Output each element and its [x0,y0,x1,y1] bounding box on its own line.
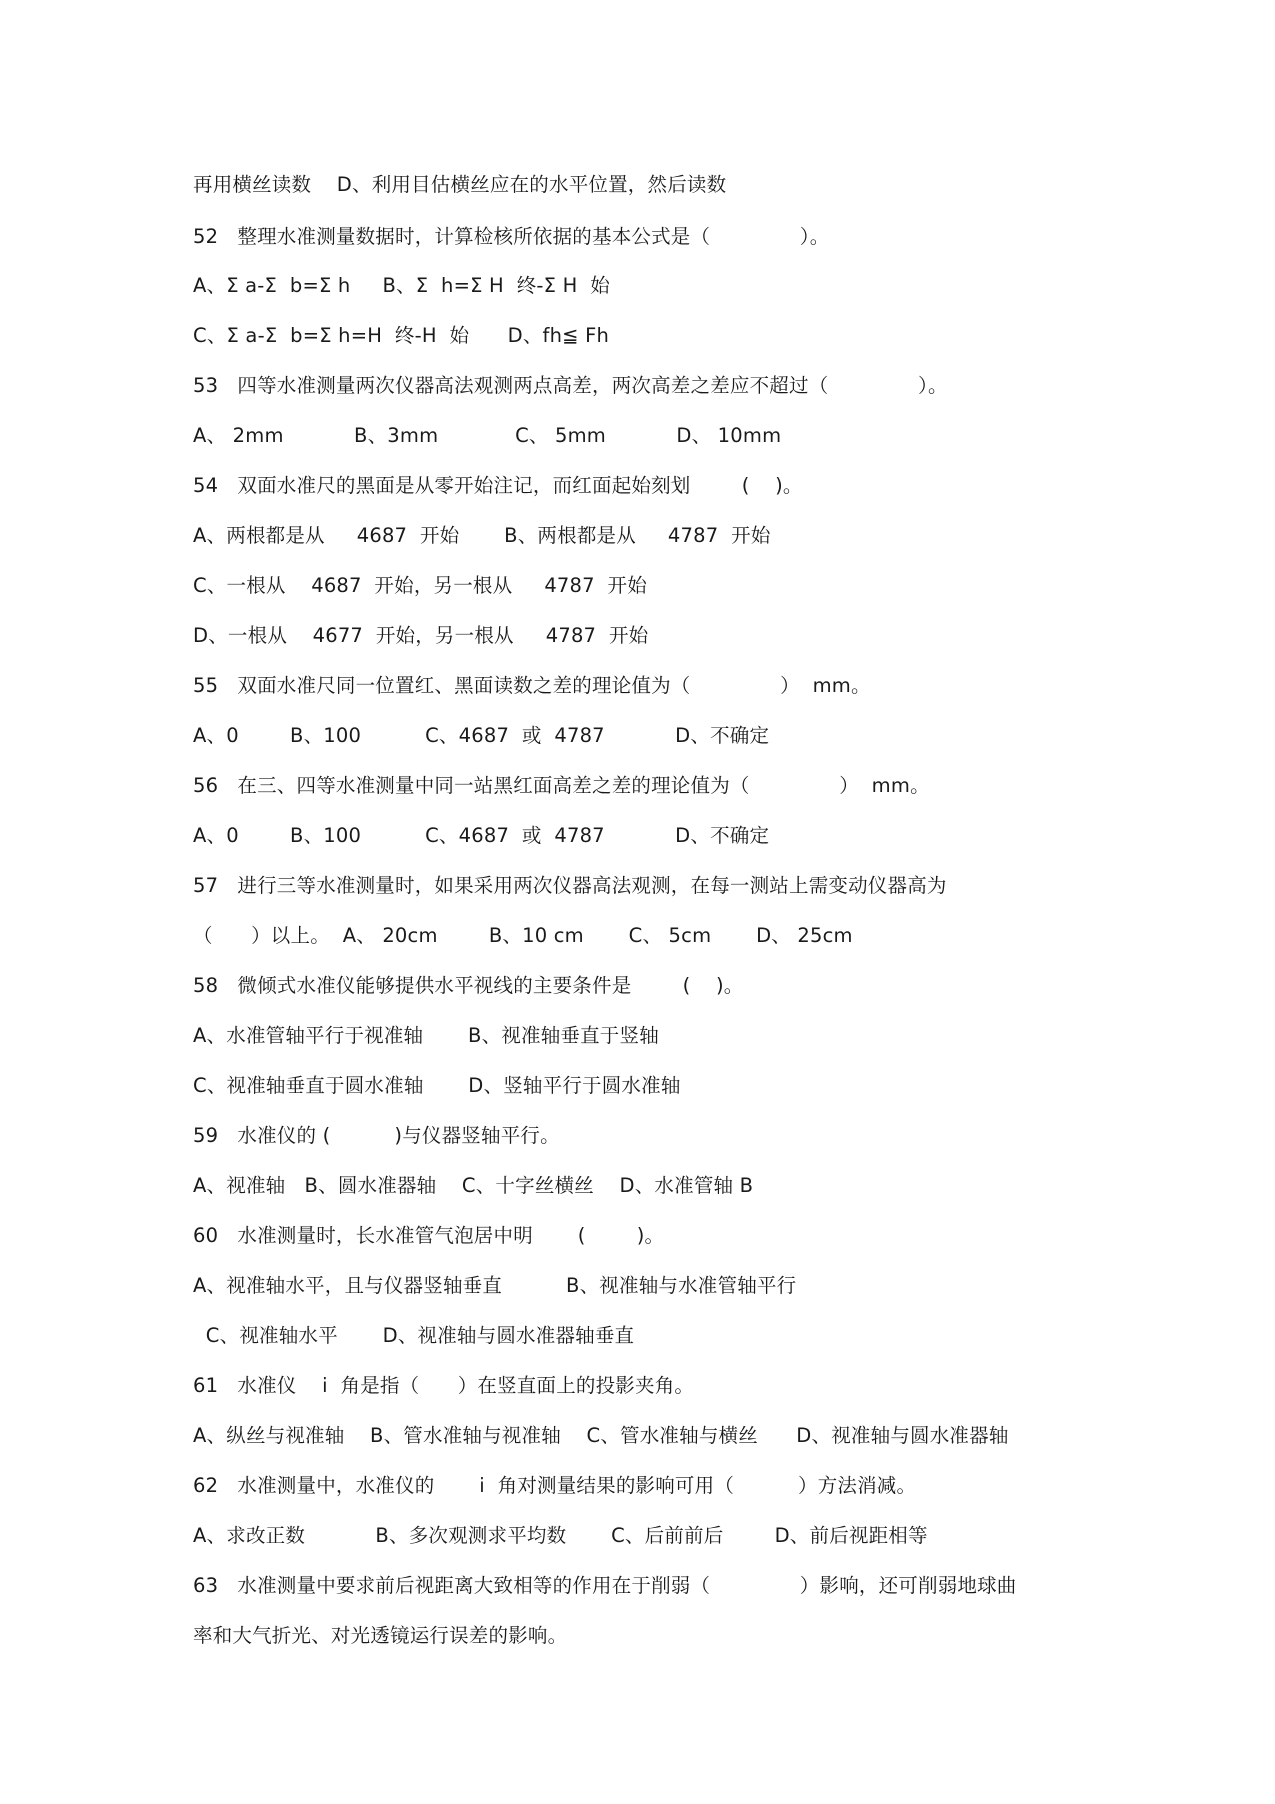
question-60-options-ab: A、视准轴水平，且与仪器竖轴垂直 B、视准轴与水准管轴平行 [193,1274,797,1297]
question-56: 56 在三、四等水准测量中同一站黑红面高差之差的理论值为（ ） mm。 [193,774,930,797]
question-54: 54 双面水准尺的黑面是从零开始注记，而红面起始刻划 ( )。 [193,474,803,497]
question-54-options-ab: A、两根都是从 4687 开始 B、两根都是从 4787 开始 [193,524,771,547]
question-62-options: A、求改正数 B、多次观测求平均数 C、后前前后 D、前后视距相等 [193,1524,928,1547]
question-60: 60 水准测量时，长水准管气泡居中明 ( )。 [193,1224,665,1247]
question-54-option-c: C、一根从 4687 开始，另一根从 4787 开始 [193,574,647,597]
question-53-options: A、 2mm B、3mm C、 5mm D、 10mm [193,424,782,447]
question-55-options: A、0 B、100 C、4687 或 4787 D、不确定 [193,724,770,747]
text-line: 再用横丝读数 D、利用目估横丝应在的水平位置，然后读数 [193,173,727,196]
question-58-options-ab: A、水准管轴平行于视准轴 B、视准轴垂直于竖轴 [193,1024,659,1047]
question-62: 62 水准测量中，水准仪的 i 角对测量结果的影响可用（ ）方法消减。 [193,1474,917,1497]
question-61-options: A、纵丝与视准轴 B、管水准轴与视准轴 C、管水准轴与横丝 D、视准轴与圆水准器轴 [193,1424,1009,1447]
question-60-options-cd: C、视准轴水平 D、视准轴与圆水准器轴垂直 [193,1324,635,1347]
question-52-options-ab: A、Σ a-Σ b=Σ h B、Σ h=Σ H 终-Σ H 始 [193,274,610,297]
question-52: 52 整理水准测量数据时，计算检核所依据的基本公式是（ ）。 [193,225,830,248]
question-63-continued: 率和大气折光、对光透镜运行误差的影响。 [193,1624,568,1647]
question-59-options: A、视准轴 B、圆水准器轴 C、十字丝横丝 D、水准管轴 B [193,1174,754,1197]
question-63: 63 水准测量中要求前后视距离大致相等的作用在于削弱（ ）影响，还可削弱地球曲 [193,1574,1017,1597]
question-54-option-d: D、一根从 4677 开始，另一根从 4787 开始 [193,624,649,647]
question-55: 55 双面水准尺同一位置红、黑面读数之差的理论值为（ ） mm。 [193,674,871,697]
question-57: 57 进行三等水准测量时，如果采用两次仪器高法观测，在每一测站上需变动仪器高为 [193,874,947,897]
question-52-options-cd: C、Σ a-Σ b=Σ h=H 终-H 始 D、fh≦ Fh [193,324,610,347]
question-53: 53 四等水准测量两次仪器高法观测两点高差，两次高差之差应不超过（ ）。 [193,374,948,397]
question-56-options: A、0 B、100 C、4687 或 4787 D、不确定 [193,824,770,847]
question-57-options: （ ）以上。 A、 20cm B、10 cm C、 5cm D、 25cm [193,924,853,947]
question-58-options-cd: C、视准轴垂直于圆水准轴 D、竖轴平行于圆水准轴 [193,1074,681,1097]
question-61: 61 水准仪 i 角是指（ ）在竖直面上的投影夹角。 [193,1374,695,1397]
question-59: 59 水准仪的 ( )与仪器竖轴平行。 [193,1124,560,1147]
question-58: 58 微倾式水准仪能够提供水平视线的主要条件是 ( )。 [193,974,744,997]
